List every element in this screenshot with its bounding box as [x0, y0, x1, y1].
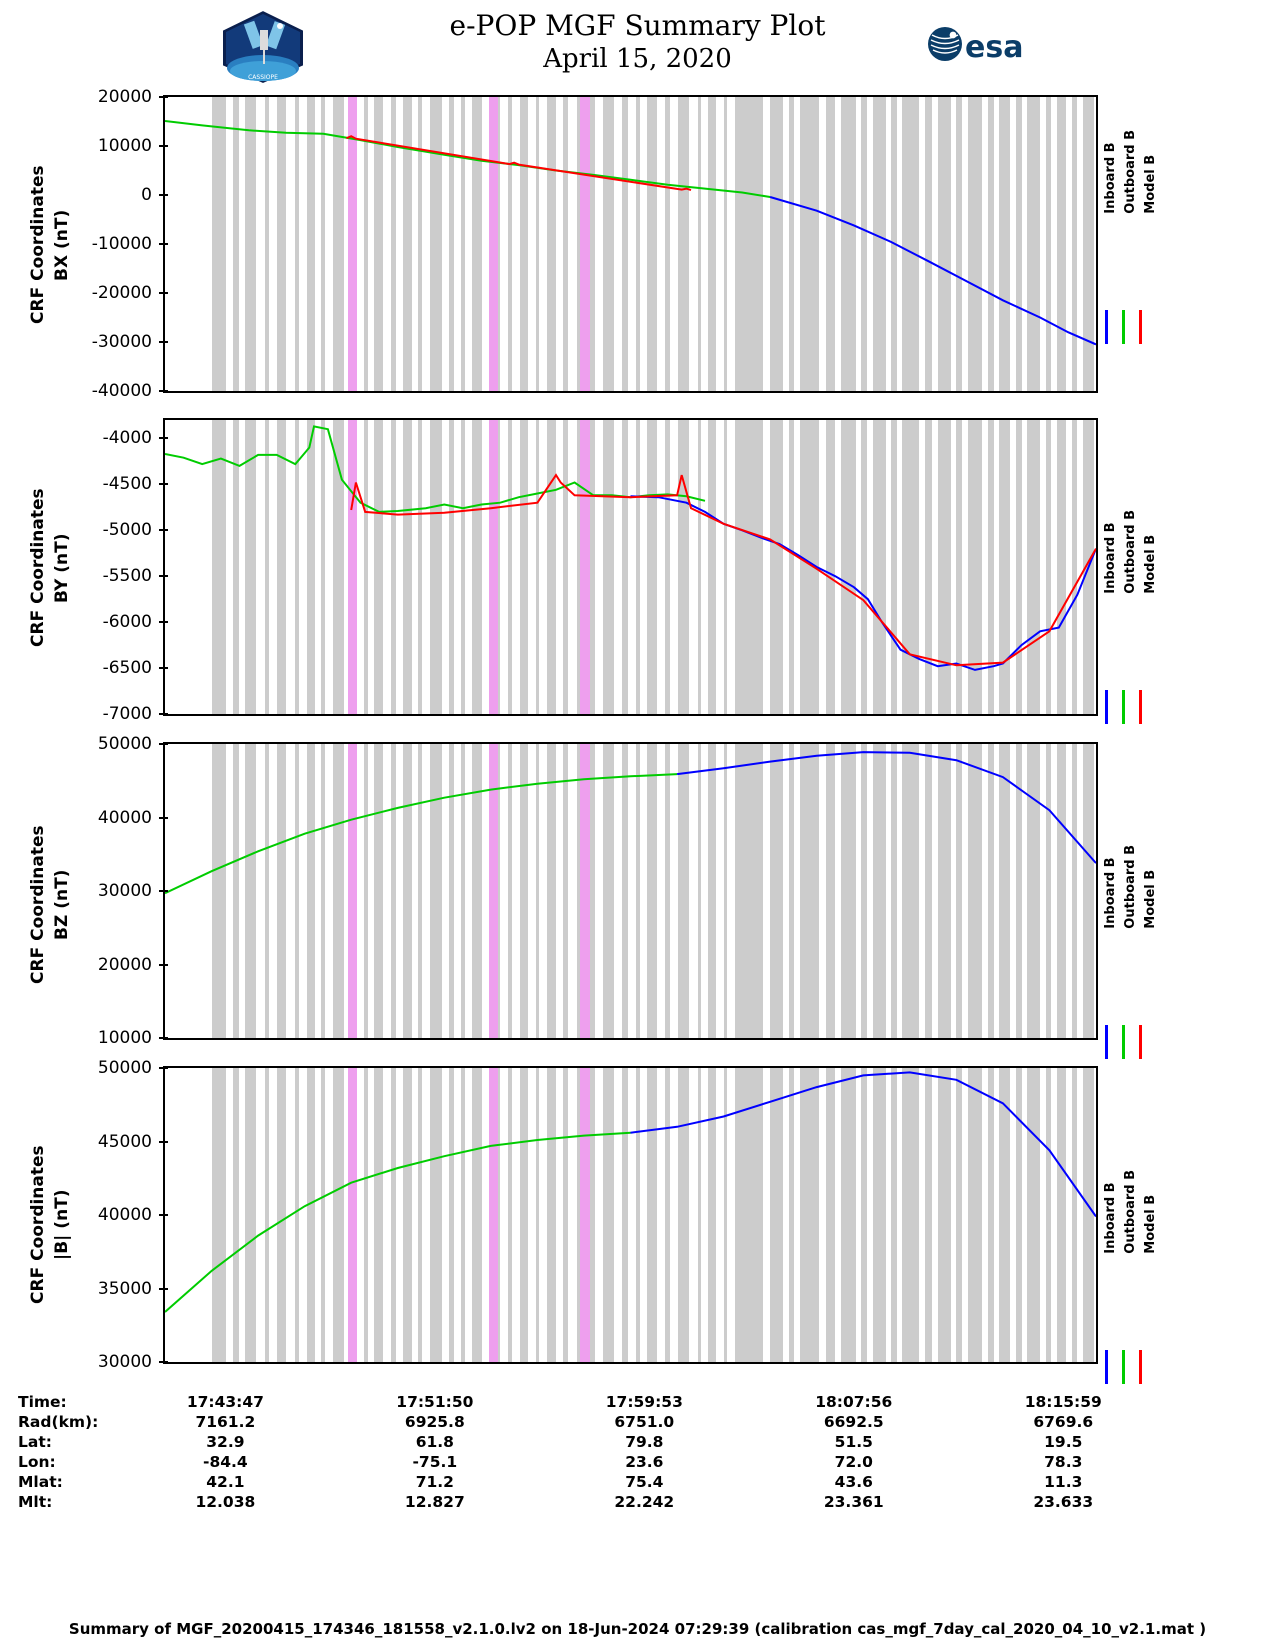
row-label: Lat: [18, 1433, 52, 1451]
y-ticks-by [60, 418, 158, 724]
legend-label: Outboard B [1123, 130, 1138, 214]
svg-text:CASSIOPE: CASSIOPE [248, 74, 278, 81]
row-value: 71.2 [415, 1473, 454, 1491]
y-tick-mark [159, 390, 168, 392]
row-value: 6925.8 [404, 1413, 465, 1431]
y-tick-label: 30000 [97, 1352, 152, 1372]
y-axis-label-bz: CRF Coordinates [28, 825, 48, 985]
esa-logo [925, 22, 1045, 66]
legend-label: Model B [1143, 869, 1158, 929]
series-line [677, 752, 1096, 863]
legend-label: Model B [1143, 534, 1158, 594]
y-tick-mark [159, 437, 168, 439]
row-value: 23.633 [1033, 1493, 1094, 1511]
y-tick-label: 50000 [97, 1058, 152, 1078]
y-tick-mark [159, 1141, 168, 1143]
y-axis-label-bmag: CRF Coordinates [28, 1145, 48, 1305]
y-tick-label: -4000 [102, 428, 152, 449]
y-tick-label: -7000 [102, 704, 152, 724]
row-value: 12.038 [195, 1493, 256, 1511]
title-line-1: e-POP MGF Summary Plot [449, 9, 826, 42]
row-value: -75.1 [412, 1453, 458, 1471]
title-line-2: April 15, 2020 [543, 44, 732, 74]
row-value: 79.8 [625, 1433, 664, 1451]
y-tick-mark [159, 1037, 168, 1039]
y-tick-label: -30000 [91, 332, 152, 352]
row-label: Mlt: [18, 1493, 53, 1511]
table-row [18, 1412, 1168, 1432]
y-tick-label: 20000 [97, 954, 152, 975]
row-value: 17:51:50 [396, 1393, 474, 1411]
legend-label: Model B [1143, 154, 1158, 214]
y-tick-mark [159, 483, 168, 485]
trace-bmag [165, 1068, 1096, 1362]
table-row [18, 1432, 1168, 1452]
y-tick-label: 30000 [97, 881, 152, 901]
y-ticks-bmag [60, 1058, 158, 1372]
y-tick-label: -6500 [102, 658, 152, 679]
series-line [770, 197, 1096, 344]
trace-bx [165, 97, 1096, 391]
y-tick-label: 10000 [97, 1028, 152, 1048]
row-value: 17:59:53 [605, 1393, 683, 1411]
y-tick-mark [159, 1214, 168, 1216]
y-tick-label: -5500 [102, 566, 152, 587]
y-tick-mark [159, 96, 168, 98]
legend-swatch [1139, 1350, 1142, 1384]
row-value: 43.6 [834, 1473, 873, 1491]
row-value: 61.8 [415, 1433, 454, 1451]
series-line [351, 475, 1096, 665]
y-tick-label: -40000 [91, 381, 152, 401]
row-value: 72.0 [834, 1453, 873, 1471]
y-tick-label: 20000 [97, 87, 152, 107]
series-line [631, 496, 1097, 670]
y-tick-label: 50000 [97, 734, 152, 754]
row-value: 11.3 [1044, 1473, 1083, 1491]
legend-label: Inboard B [1103, 522, 1118, 594]
y-tick-mark [159, 243, 168, 245]
y-tick-mark [159, 1288, 168, 1290]
legend-swatch [1105, 310, 1108, 344]
page-title [0, 8, 1275, 76]
y-tick-mark [159, 713, 168, 715]
y-tick-label: 40000 [97, 807, 152, 828]
y-tick-mark [159, 1067, 168, 1069]
legend-swatch [1139, 1025, 1142, 1059]
y-axis-unit-by: BY (nT) [52, 533, 72, 603]
panel-bx [163, 95, 1098, 393]
row-value: 23.6 [625, 1453, 664, 1471]
y-tick-mark [159, 341, 168, 343]
y-tick-mark [159, 292, 168, 294]
plot-area-bmag [163, 1066, 1098, 1364]
row-value: 18:07:56 [815, 1393, 893, 1411]
plot-area-bz [163, 742, 1098, 1040]
legend-swatch [1105, 1025, 1108, 1059]
y-tick-label: -4500 [102, 474, 152, 495]
row-value: 12.827 [404, 1493, 465, 1511]
legend-swatch [1139, 690, 1142, 724]
legend-label: Outboard B [1123, 510, 1138, 594]
row-value: -84.4 [203, 1453, 248, 1471]
y-tick-label: 35000 [97, 1278, 152, 1299]
y-tick-label: -6000 [102, 612, 152, 633]
legend-label: Outboard B [1123, 845, 1138, 929]
y-tick-mark [159, 575, 168, 577]
series-line [165, 121, 770, 197]
y-tick-mark [159, 964, 168, 966]
panel-bz [163, 742, 1098, 1040]
row-value: 6769.6 [1033, 1413, 1094, 1431]
plot-area-by [163, 418, 1098, 716]
plot-area-bx [163, 95, 1098, 393]
y-tick-label: -20000 [91, 283, 152, 303]
y-tick-mark [159, 743, 168, 745]
legend-label: Outboard B [1123, 1170, 1138, 1254]
row-value: 75.4 [625, 1473, 664, 1491]
y-axis-unit-bx: BX (nT) [52, 209, 72, 281]
y-tick-mark [159, 890, 168, 892]
row-value: 51.5 [834, 1433, 873, 1451]
table-row [18, 1392, 1168, 1412]
trace-bz [165, 744, 1096, 1038]
row-value: 78.3 [1044, 1453, 1083, 1471]
row-label: Time: [18, 1393, 67, 1411]
y-tick-mark [159, 817, 168, 819]
swarm-satellite-logo [218, 8, 308, 86]
row-value: 42.1 [206, 1473, 245, 1491]
y-tick-mark [159, 194, 168, 196]
legend-swatch [1105, 690, 1108, 724]
legend-swatch [1122, 310, 1125, 344]
legend-swatch [1122, 690, 1125, 724]
row-label: Rad(km): [18, 1413, 99, 1431]
series-line [165, 426, 705, 512]
row-value: 6692.5 [823, 1413, 884, 1431]
svg-text:esa: esa [965, 30, 1024, 65]
y-axis-unit-bz: BZ (nT) [52, 869, 72, 941]
panel-bmag [163, 1066, 1098, 1364]
y-tick-label: -10000 [91, 234, 152, 254]
legend-swatch [1122, 1025, 1125, 1059]
y-tick-label: 10000 [97, 136, 152, 156]
panel-by [163, 418, 1098, 716]
table-row [18, 1452, 1168, 1472]
table-row [18, 1472, 1168, 1492]
y-axis-label-bx: CRF Coordinates [28, 165, 48, 325]
y-tick-label: 45000 [97, 1131, 152, 1152]
y-axis-unit-bmag: |B| (nT) [52, 1189, 72, 1261]
series-line [347, 136, 692, 190]
y-axis-label-by: CRF Coordinates [28, 488, 48, 648]
y-tick-label: -5000 [102, 520, 152, 541]
row-value: 19.5 [1044, 1433, 1083, 1451]
legend-swatch [1122, 1350, 1125, 1384]
row-value: 32.9 [206, 1433, 245, 1451]
y-tick-mark [159, 145, 168, 147]
trace-by [165, 420, 1096, 714]
ephemeris-table [18, 1392, 1168, 1512]
row-value: 6751.0 [614, 1413, 675, 1431]
series-line [165, 1133, 631, 1312]
footer-caption: Summary of MGF_20200415_174346_181558_v2.1.0.lv2 on 18-Jun-2024 07:29:39 (calibration cas_mgf_7day_cal_2020_04_10_v2.1.mat ) [68, 1620, 1207, 1638]
y-tick-mark [159, 667, 168, 669]
y-tick-mark [159, 1361, 168, 1363]
table-row [18, 1492, 1168, 1512]
row-value: 18:15:59 [1024, 1393, 1102, 1411]
y-tick-mark [159, 529, 168, 531]
series-line [631, 1072, 1097, 1216]
y-ticks-bz [60, 734, 158, 1048]
y-tick-label: 0 [141, 185, 152, 205]
legend-label: Inboard B [1103, 857, 1118, 929]
y-tick-mark [159, 621, 168, 623]
series-line [165, 774, 677, 893]
row-value: 23.361 [823, 1493, 884, 1511]
legend-swatch [1139, 310, 1142, 344]
y-ticks-bx [60, 87, 158, 401]
row-value: 17:43:47 [186, 1393, 264, 1411]
row-value: 7161.2 [195, 1413, 256, 1431]
row-label: Mlat: [18, 1473, 63, 1491]
y-tick-label: 40000 [97, 1205, 152, 1225]
legend-label: Inboard B [1103, 142, 1118, 214]
legend-label: Model B [1143, 1194, 1158, 1254]
legend-label: Inboard B [1103, 1182, 1118, 1254]
legend-swatch [1105, 1350, 1108, 1384]
row-value: 22.242 [614, 1493, 675, 1511]
row-label: Lon: [18, 1453, 56, 1471]
